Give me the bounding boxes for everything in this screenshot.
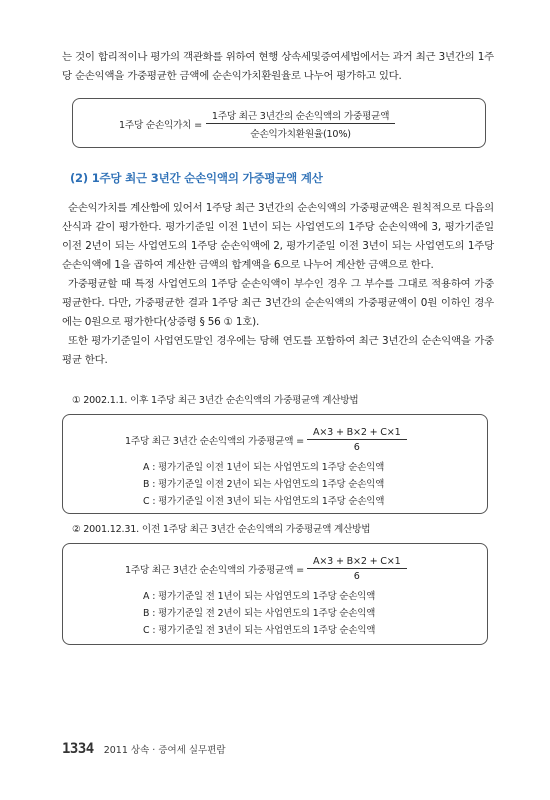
method2-legend-a: A : 평가기준일 전 1년이 되는 사업연도의 1주당 순손익액 — [143, 591, 376, 602]
method2-formula-lhs: 1주당 최근 3년간 순손익액의 가중평균액 = — [125, 565, 304, 576]
method1-legend — [143, 459, 384, 510]
method1-heading: ① 2002.1.1. 이후 1주당 최근 3년간 순손익액의 가중평균액 계산방법 — [72, 395, 359, 406]
method1-legend-a: A : 평가기준일 이전 1년이 되는 사업연도의 1주당 순손익액 — [143, 462, 385, 473]
section-title: (2) 1주당 최근 3년간 순손익액의 가중평균액 계산 — [70, 171, 323, 185]
intro-paragraph: 는 것이 합리적이나 평가의 객관화를 위하여 현행 상속세및증여세법에서는 과거 최근 3년간의 1주당 순손익액을 가중평균한 금액에 순손익가치환원율로 나누어 평가하고 있다. — [62, 51, 494, 82]
body-text — [62, 199, 494, 370]
method1-formula-lhs: 1주당 최근 3년간 순손익액의 가중평균액 = — [125, 436, 304, 447]
method1-legend-b: B : 평가기준일 이전 2년이 되는 사업연도의 1주당 순손익액 — [143, 479, 385, 490]
method1-formula-denominator: 6 — [353, 442, 360, 453]
formula-numerator: 1주당 최근 3년간의 순손익액의 가중평균액 — [206, 108, 395, 124]
method1-legend-c: C : 평가기준일 이전 3년이 되는 사업연도의 1주당 순손익액 — [143, 496, 385, 507]
method2-formula-numerator: A×3 + B×2 + C×1 — [307, 556, 407, 569]
body-paragraph-2: 가중평균할 때 특정 사업연도의 1주당 순손익액이 부수인 경우 그 부수를 그대로 적용하여 가중평균한다. 다만, 가중평균한 결과 1주당 최근 3년간의 순손익액의 가중평균액이 0원 이하인 경우에는 0원으로 평가한다(상증령 § 56 ① 1호). — [62, 278, 494, 328]
formula-lhs: 1주당 순손익가치 = — [119, 120, 202, 131]
method2-legend-b: B : 평가기준일 전 2년이 되는 사업연도의 1주당 순손익액 — [143, 608, 376, 619]
method2-formula-box — [62, 543, 488, 645]
method1-formula-row — [125, 427, 407, 453]
method1-formula-fraction — [307, 427, 407, 453]
method2-legend-c: C : 평가기준일 전 3년이 되는 사업연도의 1주당 순손익액 — [143, 625, 376, 636]
net-income-value-formula-box — [72, 98, 486, 148]
method2-legend — [143, 588, 375, 639]
formula-denominator: 순손익가치환원율(10%) — [250, 129, 351, 140]
formula-fraction — [206, 108, 395, 140]
method1-formula-box — [62, 414, 488, 514]
method2-formula-row — [125, 556, 407, 582]
body-paragraph-3: 또한 평가기준일이 사업연도말인 경우에는 당해 연도를 포함하여 최근 3년간의 순손익액을 가중평균 한다. — [62, 335, 494, 366]
method2-heading: ② 2001.12.31. 이전 1주당 최근 3년간 순손익액의 가중평균액 계산방법 — [72, 524, 371, 535]
book-title: 2011 상속 · 증여세 실무편람 — [103, 745, 226, 756]
method1-formula-numerator: A×3 + B×2 + C×1 — [307, 427, 407, 440]
page-number: 1334 — [62, 741, 94, 757]
page-footer — [62, 741, 226, 757]
method2-formula-fraction — [307, 556, 407, 582]
body-paragraph-1: 순손익가치를 계산함에 있어서 1주당 최근 3년간의 순손익액의 가중평균액은 원칙적으로 다음의 산식과 같이 평가한다. 평가기준일 이전 1년이 되는 사업연도의 1주당 순손익액에 3, 평가기준일 이전 2년이 되는 사업연도의 1주당 순손익액에 2, 평가기준일 이전 3년이 되는 사업연도의 1주당 순손익액에 1을 곱하여 계산한 금액의 합계액을 6으로 나누어 계산한 금액으로 한다. — [62, 202, 494, 271]
method2-formula-denominator: 6 — [353, 571, 360, 582]
formula-row — [119, 108, 395, 140]
